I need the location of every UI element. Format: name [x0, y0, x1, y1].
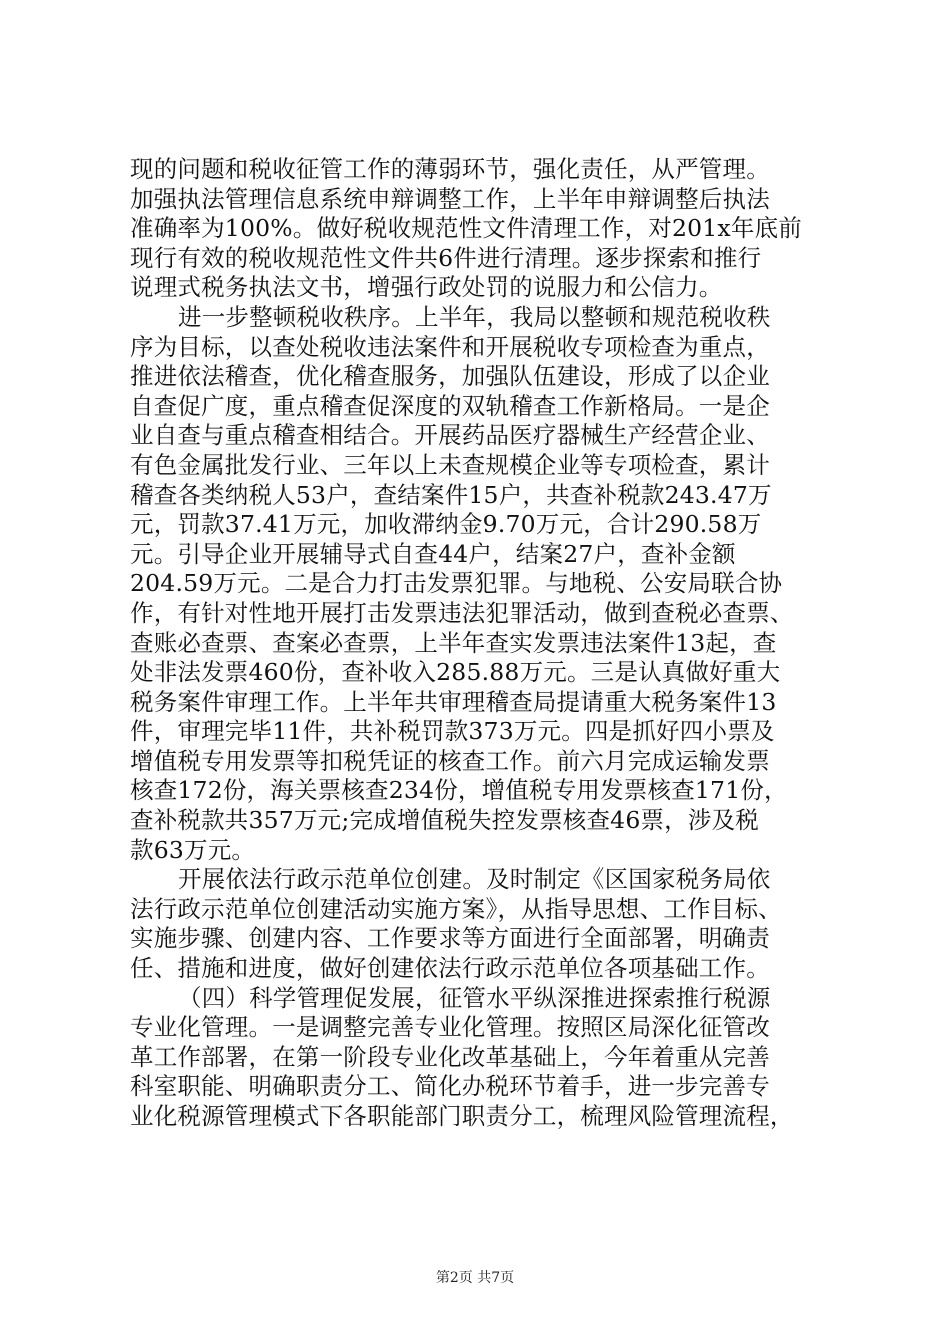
paragraph: [130, 984, 830, 1132]
text-line: 款63万元。: [130, 835, 256, 864]
text-line: 法行政示范单位创建活动实施方案》，从指导思想、工作目标、: [130, 894, 782, 923]
text-line: 元。引导企业开展辅导式自查44户，结案27户，查补金额: [130, 539, 736, 568]
text-line: 任、措施和进度，做好创建依法行政示范单位各项基础工作。: [130, 954, 770, 983]
text-line: 序为目标，以查处税收违法案件和开展税收专项检查为重点，: [130, 332, 770, 361]
text-line: 查补税款共357万元;完成增值税失控发票核查46票，涉及税: [130, 806, 759, 835]
text-line: 进一步整顿税收秩序。上半年，我局以整顿和规范税收秩: [178, 302, 771, 331]
text-line: 查账必查票、查案必查票，上半年查实发票违法案件13起，查: [130, 628, 777, 657]
text-line: 推进依法稽查，优化稽查服务，加强队伍建设，形成了以企业: [130, 362, 770, 391]
text-line: 增值税专用发票等扣税凭证的核查工作。前六月完成运输发票: [130, 746, 770, 775]
page-footer: 第2页 共7页: [435, 1270, 515, 1286]
text-line: 开展依法行政示范单位创建。及时制定《区国家税务局依: [178, 865, 771, 894]
text-line: 业自查与重点稽查相结合。开展药品医疗器械生产经营企业、: [130, 421, 770, 450]
text-line: 件，审理完毕11件，共补税罚款373万元。四是抓好四小票及: [130, 717, 775, 746]
text-line: 有色金属批发行业、三年以上未查规模企业等专项检查，累计: [130, 450, 770, 479]
document-body: [130, 155, 830, 1132]
text-line: 专业化管理。一是调整完善专业化管理。按照区局深化征管改: [130, 1013, 770, 1042]
text-line: 现的问题和税收征管工作的薄弱环节，强化责任，从严管理。: [130, 155, 770, 183]
text-line: 处非法发票460份，查补收入285.88万元。三是认真做好重大: [130, 658, 781, 687]
text-line: 准确率为100%。做好税收规范性文件清理工作，对201x年底前: [130, 214, 802, 243]
text-line: 现行有效的税收规范性文件共6件进行清理。逐步探索和推行: [130, 243, 762, 272]
text-line: 204.59万元。二是合力打击发票犯罪。与地税、公安局联合协: [130, 569, 783, 598]
text-line: 说理式税务执法文书，增强行政处罚的说服力和公信力。: [130, 273, 723, 302]
text-line: 核查172份，海关票核查234份，增值税专用发票核查171份，: [130, 776, 788, 805]
text-line: 作，有针对性地开展打击发票违法犯罪活动，做到查税必查票、: [130, 598, 794, 627]
text-line: 科室职能、明确职责分工、简化办税环节着手，进一步完善专: [130, 1072, 770, 1101]
text-line: 自查促广度，重点稽查促深度的双轨稽查工作新格局。一是企: [130, 391, 770, 420]
paragraph: [130, 155, 830, 303]
text-line: 实施步骤、创建内容、工作要求等方面进行全面部署，明确责: [130, 924, 770, 953]
paragraph: [130, 303, 830, 865]
text-line: 革工作部署，在第一阶段专业化改革基础上，今年着重从完善: [130, 1042, 770, 1071]
text-line: （四）科学管理促发展，征管水平纵深推进探索推行税源: [178, 983, 771, 1012]
text-line: 税务案件审理工作。上半年共审理稽查局提请重大税务案件13: [130, 687, 777, 716]
paragraph: [130, 865, 830, 983]
text-line: 稽查各类纳税人53户，查结案件15户，共查补税款243.47万: [130, 480, 772, 509]
text-line: 元，罚款37.41万元，加收滞纳金9.70万元，合计290.58万: [130, 510, 762, 539]
text-line: 加强执法管理信息系统申辩调整工作，上半年申辩调整后执法: [130, 184, 770, 213]
text-line: 业化税源管理模式下各职能部门职责分工，梳理风险管理流程，: [130, 1102, 794, 1130]
